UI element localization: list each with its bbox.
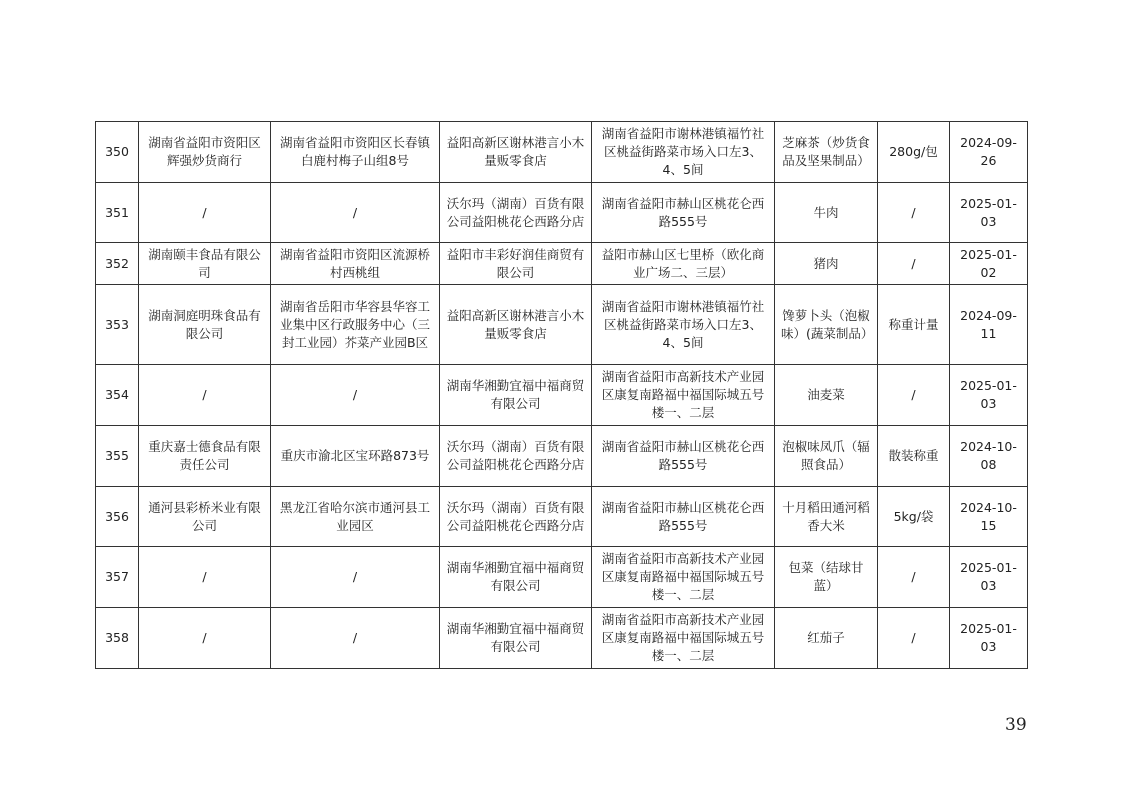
product-name: 猪肉	[775, 243, 878, 285]
product-name: 油麦菜	[775, 365, 878, 426]
seller-name: 湖南华湘勤宜福中福商贸有限公司	[440, 547, 592, 608]
producer-address: /	[271, 547, 440, 608]
seller-name: 沃尔玛（湖南）百货有限公司益阳桃花仑西路分店	[440, 426, 592, 487]
producer-name: 湖南省益阳市资阳区辉强炒货商行	[139, 122, 271, 183]
row-number: 354	[96, 365, 139, 426]
producer-address: 湖南省益阳市资阳区流源桥村西桃组	[271, 243, 440, 285]
table-row	[96, 243, 1028, 285]
table-row	[96, 426, 1028, 487]
seller-name: 沃尔玛（湖南）百货有限公司益阳桃花仑西路分店	[440, 487, 592, 547]
row-number: 357	[96, 547, 139, 608]
producer-address: 黑龙江省哈尔滨市通河县工业园区	[271, 487, 440, 547]
row-number: 352	[96, 243, 139, 285]
table-row	[96, 122, 1028, 183]
producer-address: /	[271, 365, 440, 426]
row-number: 358	[96, 608, 139, 669]
seller-address: 湖南省益阳市赫山区桃花仑西路555号	[592, 183, 775, 243]
product-spec: 称重计量	[878, 285, 950, 365]
seller-name: 沃尔玛（湖南）百货有限公司益阳桃花仑西路分店	[440, 183, 592, 243]
producer-address: /	[271, 183, 440, 243]
producer-name: 湖南洞庭明珠食品有限公司	[139, 285, 271, 365]
row-number: 350	[96, 122, 139, 183]
row-number: 351	[96, 183, 139, 243]
product-spec: /	[878, 547, 950, 608]
product-name: 十月稻田通河稻香大米	[775, 487, 878, 547]
row-number: 355	[96, 426, 139, 487]
seller-address: 湖南省益阳市赫山区桃花仑西路555号	[592, 487, 775, 547]
production-date: 2025-01-03	[950, 183, 1028, 243]
table-row	[96, 487, 1028, 547]
product-name: 红茄子	[775, 608, 878, 669]
producer-name: 湖南颐丰食品有限公司	[139, 243, 271, 285]
producer-name: 重庆嘉士德食品有限责任公司	[139, 426, 271, 487]
production-date: 2025-01-03	[950, 608, 1028, 669]
seller-name: 益阳高新区谢林港言小木量贩零食店	[440, 122, 592, 183]
seller-name: 湖南华湘勤宜福中福商贸有限公司	[440, 608, 592, 669]
seller-name: 湖南华湘勤宜福中福商贸有限公司	[440, 365, 592, 426]
table-row	[96, 365, 1028, 426]
production-date: 2024-09-11	[950, 285, 1028, 365]
production-date: 2025-01-03	[950, 365, 1028, 426]
product-spec: /	[878, 608, 950, 669]
product-name: 馋萝卜头（泡椒味）(蔬菜制品）	[775, 285, 878, 365]
seller-address: 湖南省益阳市谢林港镇福竹社区桃益街路菜市场入口左3、4、5间	[592, 285, 775, 365]
product-name: 泡椒味凤爪（辐照食品）	[775, 426, 878, 487]
table-body	[96, 122, 1028, 669]
seller-address: 湖南省益阳市谢林港镇福竹社区桃益街路菜市场入口左3、4、5间	[592, 122, 775, 183]
product-spec: 散装称重	[878, 426, 950, 487]
product-name: 包菜（结球甘蓝）	[775, 547, 878, 608]
seller-address: 益阳市赫山区七里桥（欧化商业广场二、三层）	[592, 243, 775, 285]
table-row	[96, 183, 1028, 243]
product-spec: 5kg/袋	[878, 487, 950, 547]
producer-address: /	[271, 608, 440, 669]
row-number: 356	[96, 487, 139, 547]
seller-name: 益阳高新区谢林港言小木量贩零食店	[440, 285, 592, 365]
producer-address: 重庆市渝北区宝环路873号	[271, 426, 440, 487]
production-date: 2024-10-15	[950, 487, 1028, 547]
producer-name: /	[139, 547, 271, 608]
seller-address: 湖南省益阳市高新技术产业园区康复南路福中福国际城五号楼一、二层	[592, 608, 775, 669]
seller-address: 湖南省益阳市赫山区桃花仑西路555号	[592, 426, 775, 487]
producer-name: /	[139, 365, 271, 426]
producer-name: /	[139, 608, 271, 669]
product-spec: /	[878, 365, 950, 426]
page-number: 39	[1005, 715, 1027, 735]
row-number: 353	[96, 285, 139, 365]
product-name: 芝麻茶（炒货食品及坚果制品）	[775, 122, 878, 183]
inspection-table	[95, 121, 1028, 669]
table-row	[96, 547, 1028, 608]
product-spec: /	[878, 183, 950, 243]
producer-address: 湖南省益阳市资阳区长春镇白鹿村梅子山组8号	[271, 122, 440, 183]
seller-name: 益阳市丰彩好润佳商贸有限公司	[440, 243, 592, 285]
producer-name: /	[139, 183, 271, 243]
seller-address: 湖南省益阳市高新技术产业园区康复南路福中福国际城五号楼一、二层	[592, 365, 775, 426]
table-row	[96, 608, 1028, 669]
producer-address: 湖南省岳阳市华容县华容工业集中区行政服务中心（三封工业园）芥菜产业园B区	[271, 285, 440, 365]
table-row	[96, 285, 1028, 365]
product-spec: /	[878, 243, 950, 285]
producer-name: 通河县彩桥米业有限公司	[139, 487, 271, 547]
production-date: 2024-10-08	[950, 426, 1028, 487]
production-date: 2025-01-03	[950, 547, 1028, 608]
product-spec: 280g/包	[878, 122, 950, 183]
product-name: 牛肉	[775, 183, 878, 243]
production-date: 2025-01-02	[950, 243, 1028, 285]
production-date: 2024-09-26	[950, 122, 1028, 183]
seller-address: 湖南省益阳市高新技术产业园区康复南路福中福国际城五号楼一、二层	[592, 547, 775, 608]
